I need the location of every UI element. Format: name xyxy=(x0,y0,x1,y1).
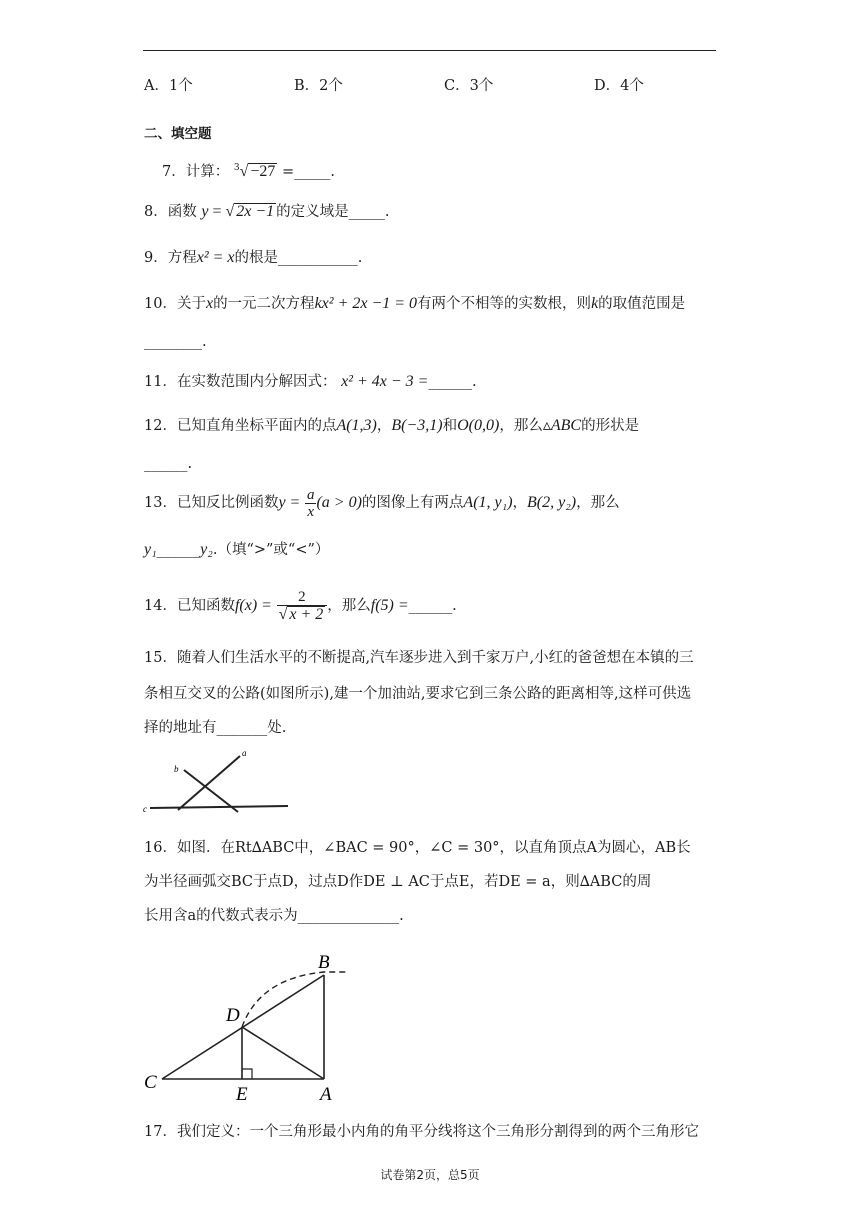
q13-tail: .（填“>”或“<”） xyxy=(212,542,330,558)
q8-tail: 的定义域是_____. xyxy=(276,204,390,220)
q10-text-a: 10．关于 xyxy=(144,296,206,312)
q14-fraction: $\frac{2}{√ x + 2}$ xyxy=(277,589,328,623)
q13-condition: (a > 0) xyxy=(316,494,362,511)
q12-text-a: 12．已知直角坐标平面内的点 xyxy=(144,418,337,434)
option-c: C．3个 xyxy=(444,78,494,94)
q10-var-x: x xyxy=(205,295,214,312)
q13-fraction xyxy=(305,487,317,520)
q11-text: 11．在实数范围内分解因式： xyxy=(144,374,337,390)
label-a: A xyxy=(320,1084,332,1105)
q12-line2: ______. xyxy=(144,456,193,472)
option-b: B．2个 xyxy=(294,78,343,94)
road-b xyxy=(184,770,238,812)
q13-text-c: ，那么 xyxy=(576,495,620,511)
label-c: C xyxy=(144,1072,157,1093)
q12-point-b: B(−3,1) xyxy=(391,417,443,434)
question-12 xyxy=(144,416,639,436)
label-c: c xyxy=(143,804,147,814)
question-13 xyxy=(144,486,620,520)
roads-figure xyxy=(140,748,300,820)
road-c xyxy=(150,806,288,808)
q13-y-eq: y = xyxy=(278,494,301,511)
top-rule xyxy=(143,50,716,51)
question-10 xyxy=(144,294,685,314)
q13-text-a: 13．已知反比例函数 xyxy=(144,495,279,511)
q10-text-c: 有两个不相等的实数根，则 xyxy=(417,296,592,312)
q13-point-a: A(1, y₁) xyxy=(463,494,513,511)
q13-point-b: B(2, y₂) xyxy=(527,494,577,511)
q14-fx: f(x) = xyxy=(234,597,272,614)
q16-line1: 16．如图．在Rt∆ABC中，∠BAC = 90°，∠C = 30°，以直角顶点A为圆心，AB长 xyxy=(144,840,691,856)
q12-sep: ， xyxy=(376,418,392,434)
q12-text-b: ，那么 xyxy=(499,418,543,434)
question-8: 8．函数 y = √ 2x −1 的定义域是_____. xyxy=(144,203,390,220)
arc-bd xyxy=(242,972,346,1027)
question-7: 7．计算： $^3$√ −27 =_____. xyxy=(162,162,336,180)
q8-label: 8．函数 xyxy=(144,204,197,220)
question-11 xyxy=(144,372,477,392)
q11-expr: x² + 4x − 3 = xyxy=(341,373,429,390)
q7-tail: =_____. xyxy=(282,163,336,180)
q9-expr: x² = x xyxy=(196,249,235,266)
q12-point-a: A(1,3) xyxy=(336,417,377,434)
q16-line2: 为半径画弧交BC于点D，过点D作DE ⊥ AC于点E，若DE = a，则∆ABC的周 xyxy=(144,874,652,890)
q10-line2: ________. xyxy=(144,334,207,350)
q13-numerator: a xyxy=(306,486,315,503)
label-d: D xyxy=(226,1005,240,1026)
q14-tail: ______. xyxy=(408,598,457,614)
question-14 xyxy=(144,588,457,624)
q13-text-b: 的图像上有两点 xyxy=(361,495,464,511)
q13-y2: y₂ xyxy=(200,541,213,558)
line-ad xyxy=(242,1027,324,1079)
q16-line3: 长用含a的代数式表示为______________. xyxy=(144,908,404,924)
road-a xyxy=(178,756,240,810)
q14-f5: f(5) = xyxy=(370,597,409,614)
label-b: B xyxy=(318,952,330,973)
q13-sep: ， xyxy=(512,495,528,511)
q12-and: 和 xyxy=(442,418,458,434)
q7-radicand: −27 xyxy=(250,162,276,180)
q8-radicand: 2x −1 xyxy=(236,203,275,220)
q14-mid: ，那么 xyxy=(327,598,371,614)
q13-blank: ______ xyxy=(156,542,201,558)
q10-text-d: 的取值范围是 xyxy=(598,296,686,312)
q12-triangle: ▵ABC xyxy=(542,417,582,434)
q12-point-o: O(0,0) xyxy=(457,417,500,434)
q7-root-index: 3 xyxy=(233,163,240,173)
triangle-figure xyxy=(140,948,360,1106)
q10-text-b: 的一元二次方程 xyxy=(213,296,315,312)
q14-numerator: 2 xyxy=(277,589,328,606)
q14-denominator: x + 2 xyxy=(289,606,324,623)
q13-line2 xyxy=(144,540,329,560)
question-9 xyxy=(144,248,362,268)
q9-tail: 的根是___________. xyxy=(234,250,363,266)
label-a: a xyxy=(242,748,247,758)
q12-text-c: 的形状是 xyxy=(581,418,640,434)
q11-tail: ______. xyxy=(428,374,477,390)
q10-var-k: k xyxy=(591,295,599,312)
q13-y1: y₁ xyxy=(144,541,157,558)
q8-eq: = xyxy=(208,203,226,220)
label-e: E xyxy=(236,1084,248,1105)
q17-line1: 17．我们定义：一个三角形最小内角的角平分线将这个三角形分割得到的两个三角形它 xyxy=(144,1124,699,1140)
option-d: D．4个 xyxy=(594,78,644,94)
q15-line3: 择的地址有_______处. xyxy=(144,720,287,736)
q9-label: 9．方程 xyxy=(144,250,197,266)
section-title: 二、填空题 xyxy=(144,126,212,142)
q10-expr: kx² + 2x −1 = 0 xyxy=(314,295,418,312)
option-a: A．1个 xyxy=(144,78,193,94)
q7-label: 7．计算： xyxy=(162,163,230,180)
page-footer: 试卷第2页，总5页 xyxy=(380,1168,480,1182)
label-b: b xyxy=(174,764,179,774)
q15-line1: 15．随着人们生活水平的不断提高,汽车逐步进入到千家万户,小红的爸爸想在本镇的三 xyxy=(144,650,694,666)
q15-line2: 条相互交叉的公路(如图所示),建一个加油站,要求它到三条公路的距离相等,这样可供选 xyxy=(144,686,692,702)
right-angle-mark xyxy=(242,1069,252,1079)
q14-text: 14．已知函数 xyxy=(144,598,235,614)
q8-y: y xyxy=(201,203,209,220)
q13-denominator: x xyxy=(307,503,315,520)
